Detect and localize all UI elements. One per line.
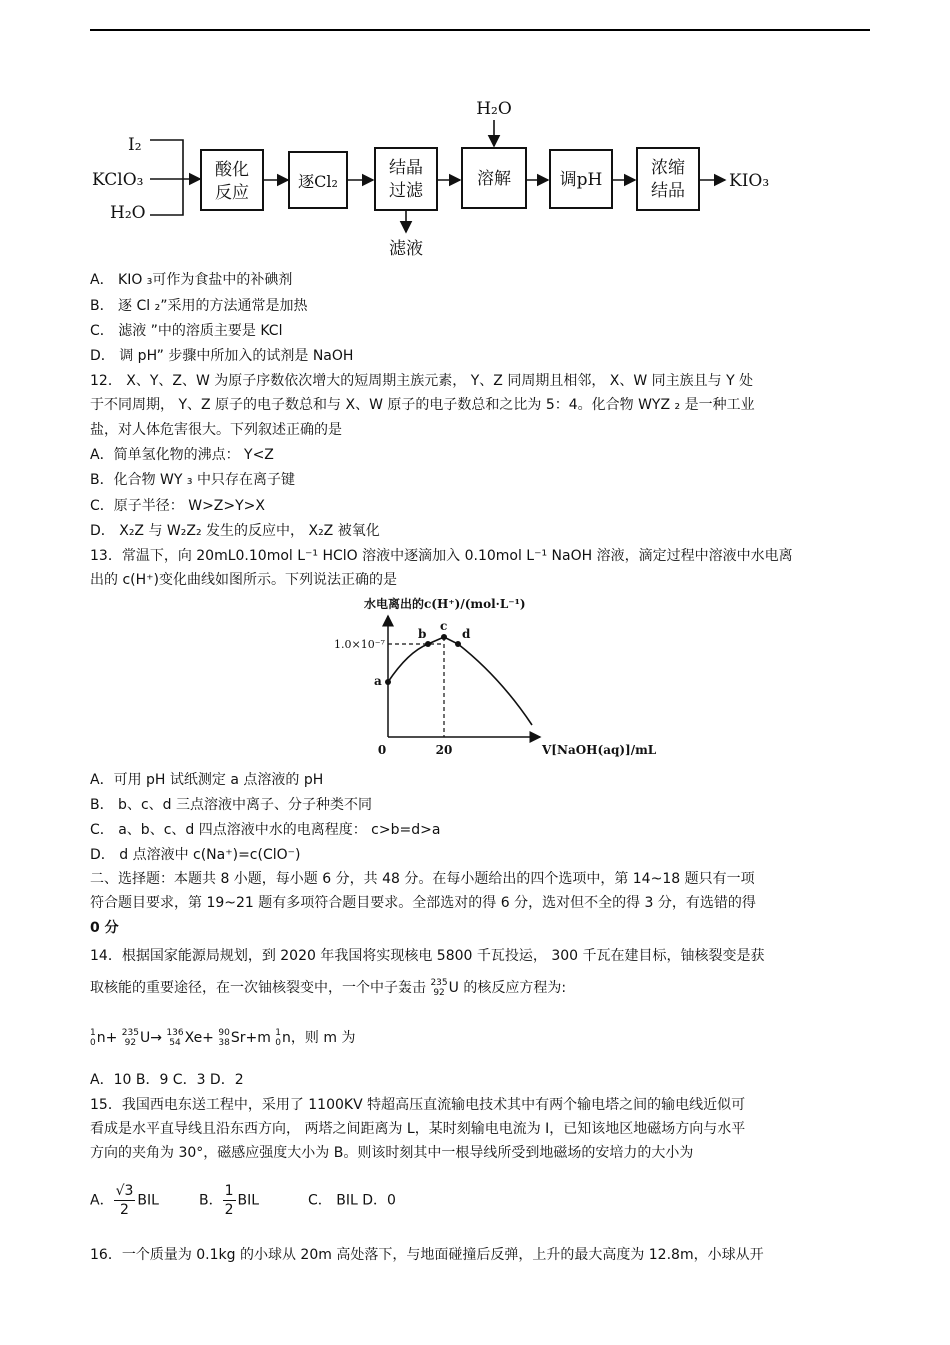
q14-stem-1: 14．根据国家能源局规划，到 2020 年我国将实现核电 5800 千瓦投运， 300 千瓦在建目标，铀核裂变是获	[90, 948, 765, 964]
graph-xtick-20: 20	[435, 743, 453, 757]
point-a	[385, 679, 391, 685]
q12-option-a: A．简单氢化物的沸点： Y<Z	[90, 447, 274, 463]
q11-option-c: C． 滤液 ”中的溶质主要是 KCl	[90, 323, 283, 339]
filtrate-label: 滤液	[389, 239, 423, 259]
q13-option-d: D． d 点溶液中 c(Na⁺)=c(ClO⁻)	[90, 847, 301, 863]
q12-stem-1: 12． X、Y、Z、W 为原子序数依次增大的短周期主族元素， Y、Z 同周期且相邻， X、W 同主族且与 Y 处	[90, 373, 754, 389]
svg-text:酸化: 酸化	[215, 160, 249, 180]
q15-stem-1: 15．我国西电东送工程中，采用了 1100KV 特超高压直流输电技术其中有两个输电塔之间的输电线近似可	[90, 1097, 746, 1113]
input-kclo3: KClO₃	[92, 170, 144, 190]
svg-text:逐Cl₂: 逐Cl₂	[298, 172, 338, 191]
q11-option-a: A． KIO ₃可作为食盐中的补碘剂	[90, 272, 293, 288]
water-input: H₂O	[476, 99, 512, 119]
header-rule	[90, 29, 870, 31]
q15-stem-2: 看成是水平直导线且沿东西方向， 两塔之间距离为 L，某时刻输电电流为 I，已知该地区地磁场方向与水平	[90, 1121, 746, 1137]
input-h2o: H₂O	[110, 203, 146, 223]
product-label: KIO₃	[729, 171, 770, 191]
q11-option-d: D． 调 pH” 步骤中所加入的试剂是 NaOH	[90, 348, 354, 364]
svg-text:溶解: 溶解	[477, 169, 511, 189]
input-i2: I₂	[128, 135, 142, 155]
q15-options: A． $\frac{√3}{2}$ BIL B． $\frac{1}{2}$ BIL C． BIL D．0	[90, 1183, 396, 1218]
q11-option-b: B． 逐 Cl ₂”采用的方法通常是加热	[90, 298, 308, 314]
q12-stem-3: 盐，对人体危害很大。下列叙述正确的是	[90, 422, 342, 438]
svg-text:调pH: 调pH	[559, 170, 603, 190]
svg-text:a: a	[374, 674, 382, 688]
section2-line-3: 0 分	[90, 920, 119, 936]
q14-stem-2: 取核能的重要途径，在一次铀核裂变中，一个中子轰击 235 92 U 的核反应方程为:	[90, 978, 567, 998]
section2-line-1: 二、选择题：本题共 8 小题，每小题 6 分，共 48 分。在每小题给出的四个选项中，第 14~18 题只有一项	[90, 871, 755, 887]
q15-option-b-fraction: $\frac{1}{2}$	[224, 1183, 234, 1218]
graph-ylabel: 水电离出的c(H⁺)/(mol·L⁻¹)	[364, 597, 526, 611]
q14-options: A．10 B．9 C．3 D．2	[90, 1072, 244, 1088]
point-b	[425, 641, 431, 647]
q14-equation: 1 0n+ 235 92 U→ 136 54 Xe+ 90 38Sr+m 1 0n，则 m 为	[90, 1028, 356, 1048]
q15-option-a-fraction: $\frac{√3}{2}$	[115, 1183, 134, 1218]
svg-text:反应: 反应	[215, 183, 249, 203]
svg-text:结晶: 结晶	[389, 158, 423, 178]
graph-ytick: 1.0×10⁻⁷	[334, 638, 385, 651]
q12-option-d: D． X₂Z 与 W₂Z₂ 发生的反应中， X₂Z 被氧化	[90, 523, 380, 539]
svg-text:浓缩: 浓缩	[651, 158, 685, 178]
graph-xtick-0: 0	[377, 743, 387, 757]
svg-text:过滤: 过滤	[389, 181, 423, 201]
q13-stem-2: 出的 c(H⁺)变化曲线如图所示。下列说法正确的是	[90, 572, 397, 588]
point-c	[441, 634, 447, 640]
svg-text:d: d	[462, 627, 471, 641]
q16-stem: 16．一个质量为 0.1kg 的小球从 20m 高处落下，与地面碰撞后反弹，上升的最大高度为 12.8m，小球从开	[90, 1247, 764, 1263]
svg-text:结品: 结品	[651, 181, 685, 201]
q13-stem-1: 13．常温下，向 20mL0.10mol L⁻¹ HClO 溶液中逐滴加入 0.10mol L⁻¹ NaOH 溶液，滴定过程中溶液中水电离	[90, 548, 793, 564]
q12-option-c: C．原子半径： W>Z>Y>X	[90, 498, 265, 514]
point-d	[455, 641, 461, 647]
titration-graph	[330, 592, 657, 762]
q15-stem-3: 方向的夹角为 30°，磁感应强度大小为 B。则该时刻其中一根导线所受到地磁场的安培力的大小为	[90, 1145, 694, 1161]
section2-line-2: 符合题目要求，第 19~21 题有多项符合题目要求。全部选对的得 6 分，选对但不全的得 3 分，有选错的得	[90, 895, 756, 911]
uranium-isotope: 235 92	[430, 978, 448, 998]
graph-xlabel: V[NaOH(aq)]/mL	[542, 743, 657, 757]
q13-option-b: B． b、c、d 三点溶液中离子、分子种类不同	[90, 797, 372, 813]
process-flow-diagram	[88, 90, 788, 265]
q12-option-b: B．化合物 WY ₃ 中只存在离子键	[90, 472, 295, 488]
q12-stem-2: 于不同周期， Y、Z 原子的电子数总和与 X、W 原子的电子数总和之比为 5：4。化合物 WYZ ₂ 是一种工业	[90, 397, 755, 413]
q13-option-a: A．可用 pH 试纸测定 a 点溶液的 pH	[90, 772, 324, 788]
q13-option-c: C． a、b、c、d 四点溶液中水的电离程度： c>b=d>a	[90, 822, 441, 838]
svg-text:b: b	[418, 627, 427, 641]
svg-text:c: c	[440, 619, 448, 633]
